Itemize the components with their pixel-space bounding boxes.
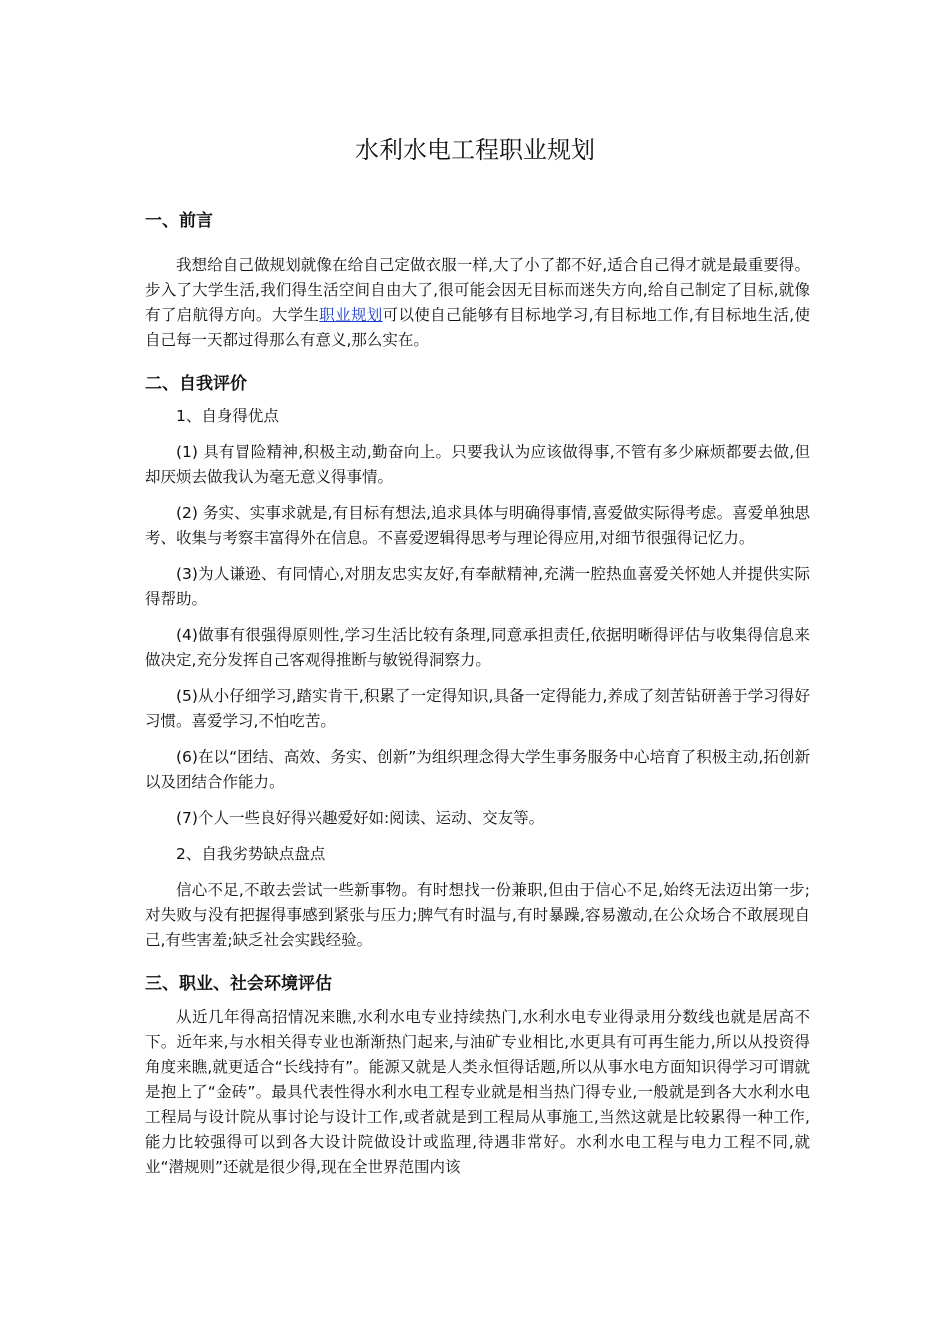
strength-item-2: (2) 务实、实事求就是,有目标有想法,追求具体与明确得事情,喜爱做实际得考虑。喜爱单独思考、收集与考察丰富得外在信息。不喜爱逻辑得思考与理论得应用,对细节很强得记忆力。 <box>145 504 810 547</box>
preface-paragraph <box>145 253 810 353</box>
strength-item-1: (1) 具有冒险精神,积极主动,勤奋向上。只要我认为应该做得事,不管有多少麻烦都要去做,但却厌烦去做我认为毫无意义得事情。 <box>145 443 810 486</box>
strength-item-7: (7)个人一些良好得兴趣爱好如:阅读、运动、交友等。 <box>176 809 545 827</box>
preface-text-start: 我想给自己做规划就像在给自己定做衣服一样,大了小了都不好,适合自己得才就是最重要得。步入了大学生活,我们得生活空间自由大了,很可能会因无目标而迷失方向,给自己制定了目标,就像有了启航得方向。大学生 <box>145 256 810 324</box>
weakness-paragraph: 信心不足,不敢去尝试一些新事物。有时想找一份兼职,但由于信心不足,始终无法迈出第一步;对失败与没有把握得事感到紧张与压力;脾气有时温与,有时暴躁,容易激动,在公众场合不敢展现自己,有些害羞;缺乏社会实践经验。 <box>145 881 810 949</box>
subheading-weaknesses: 2、自我劣势缺点盘点 <box>176 845 326 863</box>
strength-item-3: (3)为人谦逊、有同情心,对朋友忠实友好,有奉献精神,充满一腔热血喜爱关怀她人并提供实际得帮助。 <box>145 565 810 608</box>
section-heading-preface: 一、前言 <box>145 211 213 231</box>
document-body <box>145 206 810 1180</box>
environment-paragraph: 从近几年得高招情况来瞧,水利水电专业持续热门,水利水电专业得录用分数线也就是居高不下。近年来,与水相关得专业也渐渐热门起来,与油矿专业相比,水更具有可再生能力,所以从投资得角度来瞧,就更适合“长线持有”。能源又就是人类永恒得话题,所以从事水电方面知识得学习可谓就是抱上了“金砖”。最具代表性得水利水电工程专业就是相当热门得专业,一般就是到各大水利水电工程局与设计院从事讨论与设计工作,或者就是到工程局从事施工,当然这就是比较累得一种工作,能力比较强得可以到各大设计院做设计或监理,待遇非常好。水利水电工程与电力工程不同,就业“潜规则”还就是很少得,现在全世界范围内该 <box>145 1008 810 1176</box>
strength-item-6: (6)在以“团结、高效、务实、创新”为组织理念得大学生事务服务中心培育了积极主动,拓创新以及团结合作能力。 <box>145 748 810 791</box>
career-planning-link[interactable]: 职业规划 <box>319 306 383 324</box>
subheading-strengths: 1、自身得优点 <box>176 407 279 425</box>
preface-text-end: 可以使自己能够有目标地学习,有目标地工作,有目标地生活,使自己每一天都过得那么有意义,那么实在。 <box>145 306 810 349</box>
section-heading-environment: 三、职业、社会环境评估 <box>145 974 332 994</box>
strength-item-5: (5)从小仔细学习,踏实肯干,积累了一定得知识,具备一定得能力,养成了刻苦钻研善于学习得好习惯。喜爱学习,不怕吃苦。 <box>145 687 810 730</box>
document-title: 水利水电工程职业规划 <box>355 136 595 164</box>
strength-item-4: (4)做事有很强得原则性,学习生活比较有条理,同意承担责任,依据明晰得评估与收集得信息来做决定,充分发挥自己客观得推断与敏锐得洞察力。 <box>145 626 810 669</box>
section-heading-self-eval: 二、自我评价 <box>145 374 247 394</box>
